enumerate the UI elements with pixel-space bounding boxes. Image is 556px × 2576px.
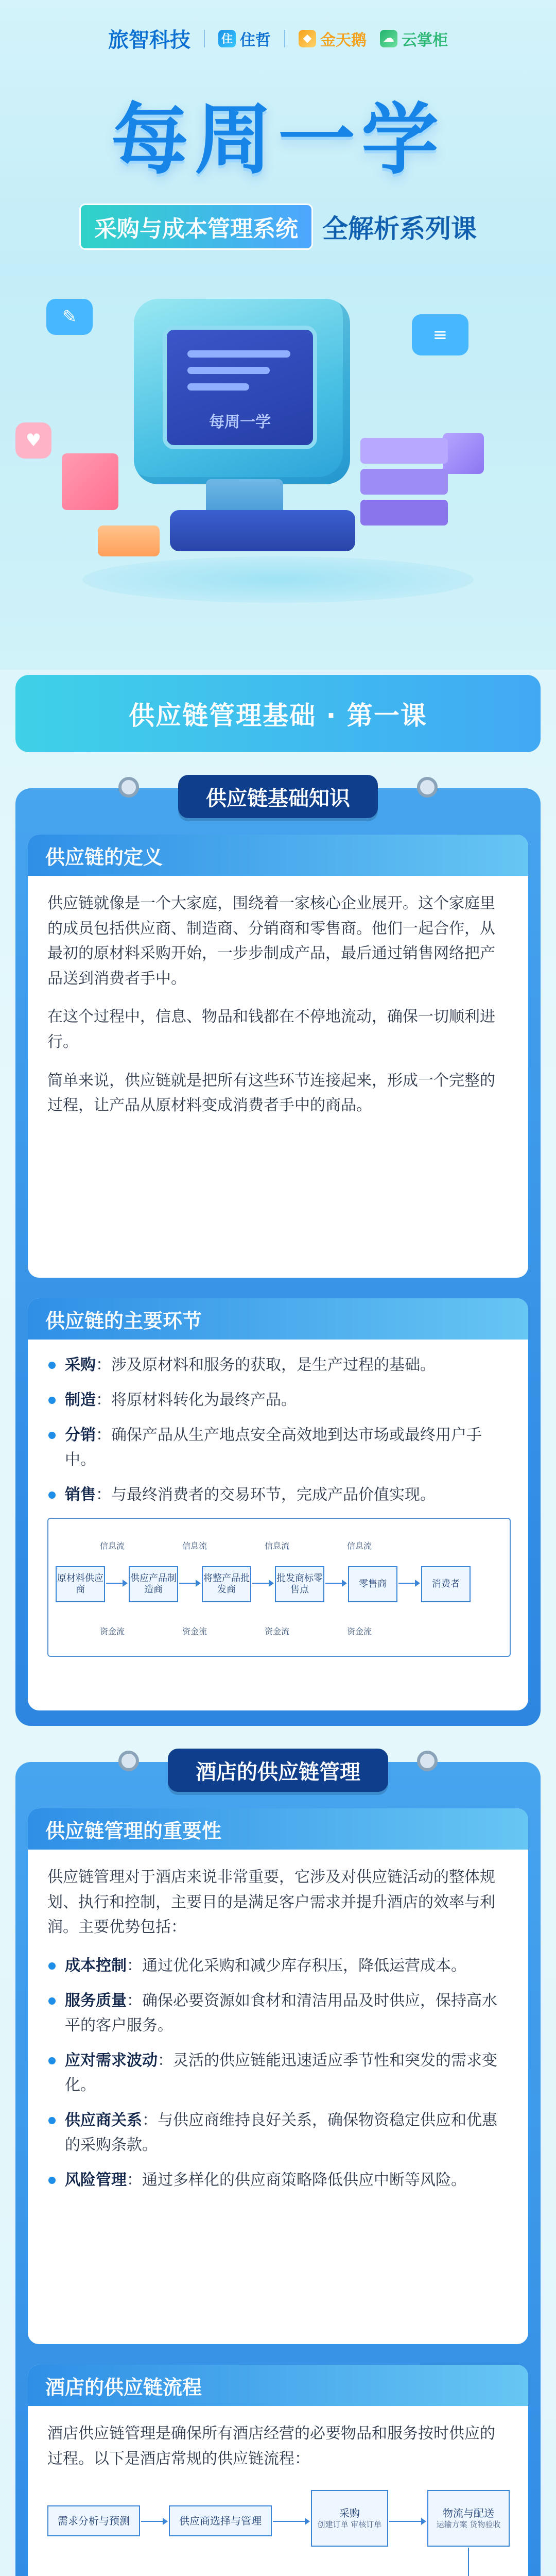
card-body (28, 1340, 528, 1672)
money-flow-label: 资金流 (100, 1626, 125, 1636)
importance-list (47, 1954, 509, 2193)
card-title: 供应链的主要环节 (28, 1298, 528, 1340)
monitor-shape (134, 299, 350, 484)
process-box-sub: 运输方案 货物验收 (436, 2520, 501, 2530)
computer-illustration (0, 268, 556, 639)
subtitle-pill: 采购与成本管理系统 (79, 204, 313, 250)
flow-arrow (252, 1583, 273, 1584)
paragraph: 简单来说，供应链就是把所有这些环节连接起来，形成一个完整的过程，让产品从原材料变成消费者手中的商品。 (47, 1071, 495, 1115)
item-text: ：确保必要资源如食材和清洁用品及时供应，保持高水平的客户服务。 (65, 1991, 497, 2035)
screen-line (187, 350, 290, 358)
divider (204, 30, 205, 47)
info-flow-label: 信息流 (100, 1541, 125, 1551)
hero-title: 每周一学 (111, 95, 445, 185)
card-body (28, 1850, 528, 2218)
money-flow-label: 资金流 (347, 1626, 372, 1636)
list-item (47, 1483, 509, 1507)
supply-chain-flow-diagram (47, 1518, 511, 1657)
paragraph: 在这个过程中，信息、物品和钱都在不停地流动，确保一切顺利进行。 (47, 1008, 495, 1051)
screen-line (187, 383, 249, 391)
section-header (15, 675, 541, 752)
monitor-screen (163, 326, 317, 449)
money-flow-label: 资金流 (265, 1626, 290, 1636)
orange-block-shape (98, 526, 160, 556)
item-text: ：通过多样化的供应商策略降低供应中断等风险。 (127, 2171, 466, 2189)
zj-logo-icon: 住 (218, 30, 236, 47)
flow-box: 消费者 (421, 1566, 471, 1602)
section-header-text: 供应链管理基础 · 第一课 (129, 701, 427, 731)
flow-box: 供应产品制造商 (129, 1566, 178, 1602)
subtitle-text: 全解析系列课 (322, 214, 477, 244)
card-process (28, 2365, 528, 2576)
paragraph: 酒店供应链管理是确保所有酒店经营的必要物品和服务按时供应的过程。以下是酒店常规的供应链流程： (47, 2425, 495, 2468)
list-item (47, 2048, 509, 2098)
panel-tab: 酒店的供应链管理 (168, 1749, 388, 1792)
list-item (47, 2108, 509, 2158)
card-title: 供应链管理的重要性 (28, 1808, 528, 1850)
item-label: 分销 (65, 1426, 96, 1444)
chat-bubble-icon: ✎ (46, 299, 93, 335)
pin-icon (118, 777, 139, 798)
pink-cube-shape (62, 453, 118, 510)
item-label: 采购 (65, 1356, 96, 1374)
brand-logo-main (108, 24, 190, 53)
brand-logo-jtf (299, 27, 367, 50)
hero-subtitle (0, 204, 556, 250)
process-box (311, 2490, 388, 2547)
process-box (169, 2505, 272, 2536)
item-label: 成本控制 (65, 1956, 127, 1975)
list-item (47, 2168, 509, 2193)
jtf-logo-icon: ◆ (299, 30, 316, 47)
brand-bar (0, 24, 556, 53)
pin-icon (417, 777, 438, 798)
brand-main-text: 旅智科技 (108, 28, 190, 52)
heart-icon: ♥ (15, 422, 51, 459)
flow-arrow (398, 1583, 419, 1584)
info-flow-label: 信息流 (182, 1541, 207, 1551)
info-flow-label: 信息流 (347, 1541, 372, 1551)
item-text: ：灵活的供应链能迅速适应季节性和突发的需求变化。 (65, 2051, 497, 2094)
item-text: ：确保产品从生产地点安全高效地到达市场或最终用户手中。 (65, 1426, 482, 1469)
card-body (28, 876, 528, 1147)
list-item (47, 1954, 509, 1978)
item-text: ：与最终消费者的交易环节，完成产品价值实现。 (96, 1486, 436, 1504)
paragraph: 供应链管理对于酒店来说非常重要，它涉及对供应链活动的整体规划、执行和控制，主要目的是满足客户需求并提升酒店的效率与利润。主要优势包括： (47, 1868, 495, 1937)
flow-arrow (179, 1583, 200, 1584)
speech-bubble-icon: ≡ (412, 314, 468, 355)
process-box-label: 需求分析与预测 (58, 2514, 130, 2527)
flow-arrow (106, 1583, 127, 1584)
item-label: 应对需求波动 (65, 2051, 158, 2070)
brand-jtf-text: 金天鹅 (320, 31, 367, 49)
flow-box: 将整产品批发商 (202, 1566, 251, 1602)
info-flow-label: 信息流 (265, 1541, 290, 1551)
card-definition (28, 835, 528, 1278)
card-body (28, 2406, 528, 2576)
brand-zj-text: 住哲 (240, 31, 271, 49)
hero-banner (0, 0, 556, 670)
item-label: 风险管理 (65, 2171, 127, 2189)
card-title: 供应链的定义 (28, 835, 528, 876)
card-title: 酒店的供应链流程 (28, 2365, 528, 2406)
book-shape (360, 438, 448, 464)
flow-box: 零售商 (348, 1566, 397, 1602)
list-item (47, 1989, 509, 2038)
list-item (47, 1423, 509, 1472)
pin-icon (417, 1751, 438, 1771)
brand-logo-yzg (380, 27, 448, 50)
item-label: 制造 (65, 1391, 96, 1409)
money-flow-label: 资金流 (182, 1626, 207, 1636)
flow-box: 批发商标零售点 (275, 1566, 324, 1602)
keyboard-shape (170, 510, 355, 551)
process-box-label: 物流与配送 (443, 2507, 494, 2520)
list-item (47, 1388, 509, 1413)
brand-yzg-text: 云掌柜 (402, 31, 448, 49)
list-item (47, 1353, 509, 1378)
hotel-process-diagram (47, 2485, 511, 2576)
flow-arrow (273, 2521, 309, 2522)
screen-caption: 每周一学 (209, 413, 271, 431)
paragraph: 供应链就像是一个大家庭，围绕着一家核心企业展开。这个家庭里的成员包括供应商、制造商、分销商和零售商。他们一起合作，从最初的原材料采购开始，一步步制成产品，最后通过销售网络把产品送到消费者手中。 (47, 894, 495, 988)
item-label: 供应商关系 (65, 2111, 142, 2129)
item-text: ：涉及原材料和服务的获取，是生产过程的基础。 (96, 1356, 436, 1374)
pin-icon (118, 1751, 139, 1771)
purple-cube-shape (443, 433, 484, 474)
screen-lines (187, 350, 301, 400)
item-label: 服务质量 (65, 1991, 127, 2010)
flow-arrow (141, 2521, 167, 2522)
panel-tab: 供应链基础知识 (178, 775, 378, 818)
book-shape (360, 469, 448, 495)
item-label: 销售 (65, 1486, 96, 1504)
item-text: ：将原材料转化为最终产品。 (96, 1391, 297, 1409)
book-shape (360, 500, 448, 526)
links-list (47, 1353, 509, 1507)
card-importance (28, 1808, 528, 2344)
panel-supply-chain-basics (15, 788, 541, 1726)
flow-arrow (468, 2548, 469, 2576)
ground-shadow (82, 556, 474, 603)
flow-box: 原材料供应商 (56, 1566, 105, 1602)
brand-logo-zj (218, 27, 271, 50)
process-box (427, 2490, 510, 2547)
item-text: ：通过优化采购和减少库存积压，降低运营成本。 (127, 1956, 466, 1975)
process-box-label: 采购 (339, 2507, 360, 2520)
process-box-label: 供应商选择与管理 (179, 2514, 262, 2527)
panel-hotel-supply-chain (15, 1762, 541, 2576)
card-main-links (28, 1298, 528, 1710)
flow-arrow (325, 1583, 346, 1584)
divider (284, 30, 285, 47)
yzg-logo-icon: ☁ (380, 30, 397, 47)
item-text: ：与供应商维持良好关系，确保物资稳定供应和优惠的采购条款。 (65, 2111, 497, 2154)
book-stack (360, 438, 448, 536)
screen-line (187, 367, 270, 374)
process-box-sub: 创建订单 审核订单 (317, 2520, 382, 2530)
flow-arrow (389, 2521, 425, 2522)
process-box (47, 2505, 140, 2536)
